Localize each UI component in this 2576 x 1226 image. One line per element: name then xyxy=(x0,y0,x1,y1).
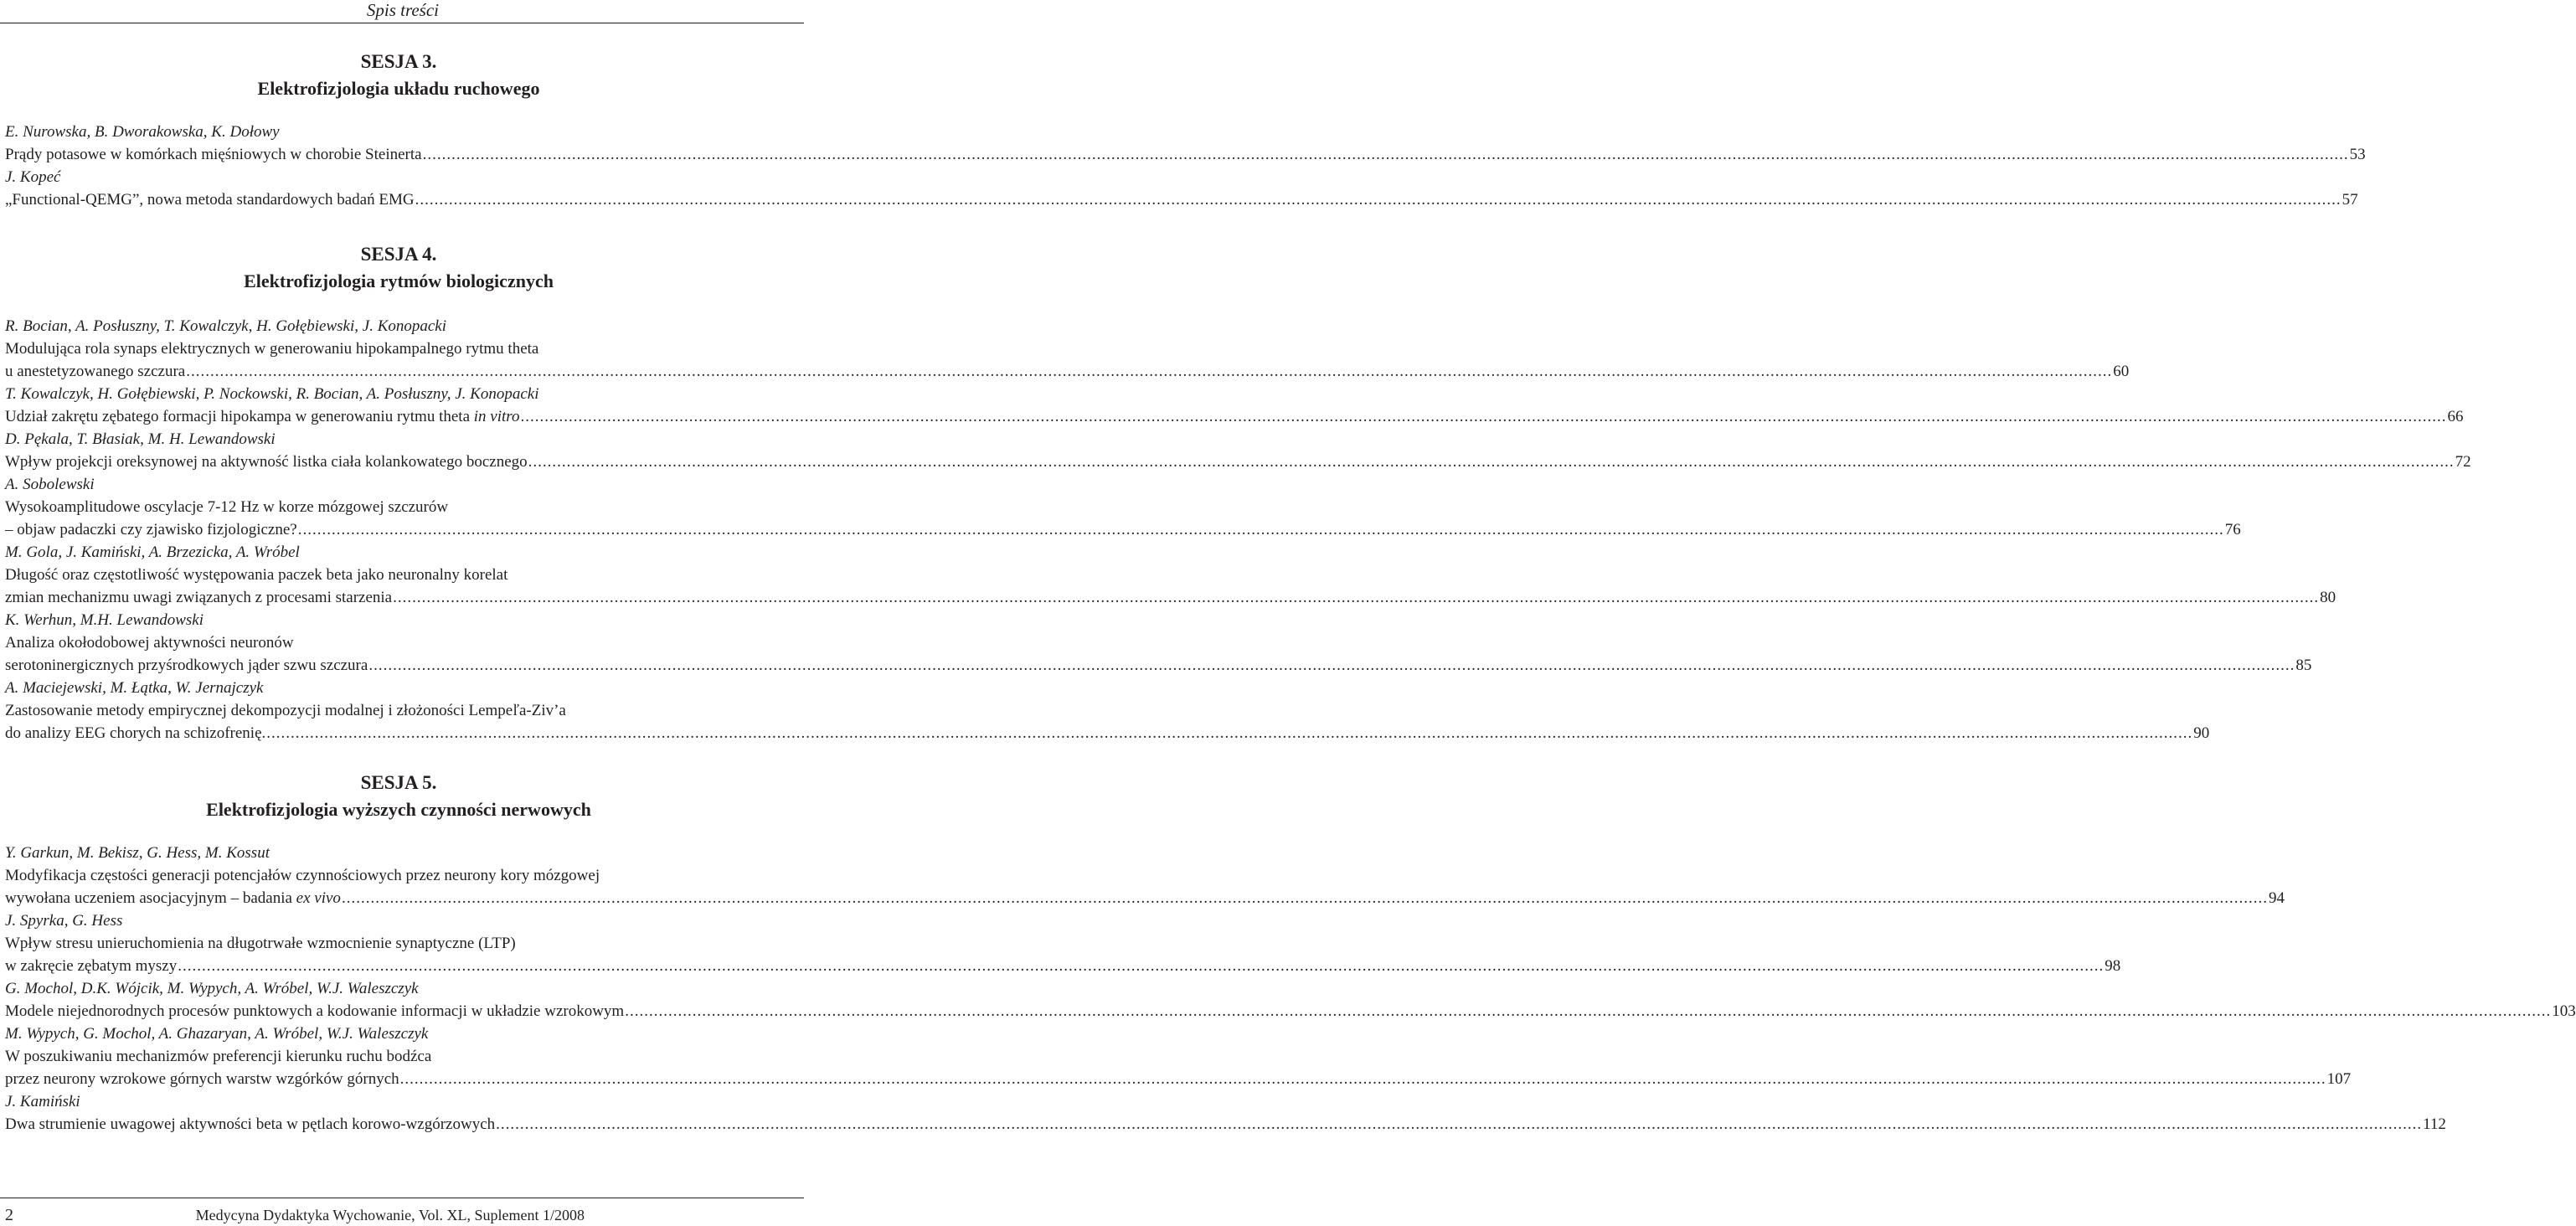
entry-title-line xyxy=(5,188,2358,211)
dot-leader: ................................................................................................................................................................................................................................................................................................................................................................................................................ xyxy=(368,657,2295,674)
dot-leader: ................................................................................................................................................................................................................................................................................................................................................................................................................ xyxy=(178,957,2105,975)
entry-authors: E. Nurowska, B. Dworakowska, K. Dołowy xyxy=(5,123,280,141)
entry-title-line xyxy=(5,405,2464,428)
entry-title-line xyxy=(5,699,792,722)
running-header: Spis treści xyxy=(366,0,439,20)
entry-title-text: do analizy EEG chorych na schizofrenię. xyxy=(5,724,266,742)
session-heading xyxy=(5,241,792,295)
toc-entry[interactable] xyxy=(5,609,2312,677)
session-title: Elektrofizjologia układu ruchowego xyxy=(257,78,540,99)
entry-title-text: „Functional-QEMG”, nowa metoda standardowych badań EMG xyxy=(5,191,415,209)
entry-title-text: W poszukiwaniu mechanizmów preferencji kierunku ruchu bodźca xyxy=(5,1048,432,1065)
dot-leader: ................................................................................................................................................................................................................................................................................................................................................................................................................ xyxy=(399,1070,2326,1088)
entry-title-line xyxy=(5,1068,2352,1090)
entry-authors: T. Kowalczyk, H. Gołębiewski, P. Nockowski, R. Bocian, A. Posłuszny, J. Konopacki xyxy=(5,385,539,403)
toc-entry[interactable] xyxy=(5,842,2285,909)
page-number: 2 xyxy=(5,1206,13,1224)
entry-title-line xyxy=(5,360,2130,383)
journal-citation: Medycyna Dydaktyka Wychowanie, Vol. XL, Suplement 1/2008 xyxy=(195,1207,585,1223)
toc-entry[interactable] xyxy=(5,121,2366,166)
toc-entry[interactable] xyxy=(5,1090,2446,1136)
entry-title-line xyxy=(5,337,792,360)
session-title: Elektrofizjologia rytmów biologicznych xyxy=(244,270,554,291)
toc-entry[interactable] xyxy=(5,977,2576,1023)
entry-page-number: 103 xyxy=(2552,1002,2576,1020)
entry-title-line xyxy=(5,864,792,887)
entry-title-line xyxy=(5,932,792,955)
entry-authors: J. Kamiński xyxy=(5,1093,80,1110)
entry-title-line xyxy=(5,143,2366,166)
entry-title-line xyxy=(5,887,2285,909)
dot-leader: ................................................................................................................................................................................................................................................................................................................................................................................................................ xyxy=(528,453,2455,471)
entry-authors: D. Pękala, T. Błasiak, M. H. Lewandowski xyxy=(5,430,276,448)
entry-title-text: Wpływ projekcji oreksynowej na aktywność listka ciała kolankowatego bocznego xyxy=(5,453,528,471)
entry-title-text: Dwa strumienie uwagowej aktywności beta w pętlach korowo-wzgórzowych xyxy=(5,1115,496,1133)
entry-page-number: 53 xyxy=(2349,146,2366,163)
entry-title-text: Modyfikacja częstości generacji potencjałów czynnościowych przez neurony kory mózgowej xyxy=(5,867,600,884)
entry-title-line xyxy=(5,631,792,654)
session-heading xyxy=(5,770,792,823)
entry-page-number: 85 xyxy=(2295,657,2312,674)
dot-leader: ................................................................................................................................................................................................................................................................................................................................................................................................................ xyxy=(341,889,2268,907)
entry-title-text: w zakręcie zębatym myszy xyxy=(5,957,178,975)
toc-entry[interactable] xyxy=(5,383,2464,428)
dot-leader: ................................................................................................................................................................................................................................................................................................................................................................................................................ xyxy=(297,521,2224,538)
entry-page-number: 76 xyxy=(2224,521,2241,538)
entry-authors: A. Sobolewski xyxy=(5,476,95,493)
entry-authors: R. Bocian, A. Posłuszny, T. Kowalczyk, H. Gołębiewski, J. Konopacki xyxy=(5,317,447,335)
entry-title-line xyxy=(5,451,2471,473)
entry-title-text: Wysokoamplitudowe oscylacje 7-12 Hz w korze mózgowej szczurów xyxy=(5,498,449,516)
session-title: Elektrofizjologia wyższych czynności nerwowych xyxy=(206,799,591,820)
toc-entry[interactable] xyxy=(5,677,2210,744)
entry-authors: J. Kopeć xyxy=(5,168,61,186)
entry-authors: J. Spyrka, G. Hess xyxy=(5,912,123,930)
entry-title-text: serotoninergicznych przyśrodkowych jąder szwu szczura xyxy=(5,657,368,674)
entry-title-line xyxy=(5,1000,2576,1023)
entry-title-text: Modele niejednorodnych procesów punktowych a kodowanie informacji w układzie wzrokowym xyxy=(5,1002,625,1020)
entry-page-number: 98 xyxy=(2105,957,2121,975)
dot-leader: ................................................................................................................................................................................................................................................................................................................................................................................................................ xyxy=(415,191,2342,209)
table-of-contents xyxy=(5,49,2576,1136)
toc-entry[interactable] xyxy=(5,428,2471,473)
entry-title-line xyxy=(5,586,2336,609)
toc-entry[interactable] xyxy=(5,909,2121,977)
session-heading xyxy=(5,49,792,102)
dot-leader: ................................................................................................................................................................................................................................................................................................................................................................................................................ xyxy=(186,363,2113,380)
entry-authors: A. Maciejewski, M. Łątka, W. Jernajczyk xyxy=(5,679,264,697)
entry-page-number: 90 xyxy=(2193,724,2210,742)
entry-title-line xyxy=(5,722,2210,744)
entry-title-italic: ex vivo xyxy=(296,889,341,907)
entry-title-text: Analiza okołodobowej aktywności neuronów xyxy=(5,634,294,652)
dot-leader: ................................................................................................................................................................................................................................................................................................................................................................................................................ xyxy=(393,589,2320,606)
entry-title-text: Modulująca rola synaps elektrycznych w generowaniu hipokampalnego rytmu theta xyxy=(5,340,539,358)
entry-page-number: 66 xyxy=(2447,408,2464,425)
entry-authors: G. Mochol, D.K. Wójcik, M. Wypych, A. Wróbel, W.J. Waleszczyk xyxy=(5,980,419,997)
entry-page-number: 94 xyxy=(2268,889,2285,907)
entry-title-text: wywołana uczeniem asocjacyjnym – badania ex vivo xyxy=(5,889,341,907)
entry-title-text: Wpływ stresu unieruchomienia na długotrwałe wzmocnienie synaptyczne (LTP) xyxy=(5,935,516,952)
dot-leader: ................................................................................................................................................................................................................................................................................................................................................................................................................ xyxy=(520,408,2447,425)
entry-page-number: 57 xyxy=(2342,191,2358,209)
entry-authors: Y. Garkun, M. Bekisz, G. Hess, M. Kossut xyxy=(5,844,270,862)
entry-title-text: Udział zakrętu zębatego formacji hipokampa w generowaniu rytmu theta in vitro xyxy=(5,408,520,425)
toc-entry[interactable] xyxy=(5,541,2336,609)
entry-page-number: 112 xyxy=(2423,1115,2446,1133)
entry-title-line xyxy=(5,518,2241,541)
entry-authors: M. Wypych, G. Mochol, A. Ghazaryan, A. Wróbel, W.J. Waleszczyk xyxy=(5,1025,429,1043)
entry-title-italic: in vitro xyxy=(473,408,520,425)
toc-entry[interactable] xyxy=(5,166,2358,211)
dot-leader: ................................................................................................................................................................................................................................................................................................................................................................................................................ xyxy=(496,1115,2423,1133)
entry-authors: K. Werhun, M.H. Lewandowski xyxy=(5,611,204,629)
entry-page-number: 80 xyxy=(2320,589,2336,606)
entry-title-text: Prądy potasowe w komórkach mięśniowych w chorobie Steinerta xyxy=(5,146,422,163)
entry-page-number: 72 xyxy=(2455,453,2471,471)
entry-authors: M. Gola, J. Kamiński, A. Brzezicka, A. Wróbel xyxy=(5,543,300,561)
entry-title-text: u anestetyzowanego szczura xyxy=(5,363,186,380)
entry-title-line xyxy=(5,955,2121,977)
entry-page-number: 107 xyxy=(2326,1070,2352,1088)
entry-title-text: Zastosowanie metody empirycznej dekompozycji modalnej i złożoności Lempeľa-Ziv’a xyxy=(5,702,566,719)
entry-title-line xyxy=(5,564,792,586)
entry-title-text: – objaw padaczki czy zjawisko fizjologiczne? xyxy=(5,521,297,538)
entry-title-text: Długość oraz częstotliwość występowania paczek beta jako neuronalny korelat xyxy=(5,566,508,584)
toc-entry[interactable] xyxy=(5,1023,2352,1090)
toc-entry[interactable] xyxy=(5,315,2130,383)
session-label: SESJA 5. xyxy=(360,772,437,793)
entry-title-line xyxy=(5,496,792,518)
dot-leader: ................................................................................................................................................................................................................................................................................................................................................................................................................ xyxy=(422,146,2349,163)
dot-leader: ................................................................................................................................................................................................................................................................................................................................................................................................................ xyxy=(625,1002,2552,1020)
entry-title-text: zmian mechanizmu uwagi związanych z procesami starzenia xyxy=(5,589,393,606)
entry-title-text: przez neurony wzrokowe górnych warstw wzgórków górnych xyxy=(5,1070,399,1088)
toc-entry[interactable] xyxy=(5,473,2241,541)
entry-title-line xyxy=(5,654,2312,677)
session-label: SESJA 3. xyxy=(360,51,437,72)
session-label: SESJA 4. xyxy=(360,244,437,265)
entry-title-line xyxy=(5,1045,792,1068)
entry-title-line xyxy=(5,1113,2446,1136)
dot-leader: ................................................................................................................................................................................................................................................................................................................................................................................................................ xyxy=(266,724,2193,742)
entry-page-number: 60 xyxy=(2113,363,2130,380)
